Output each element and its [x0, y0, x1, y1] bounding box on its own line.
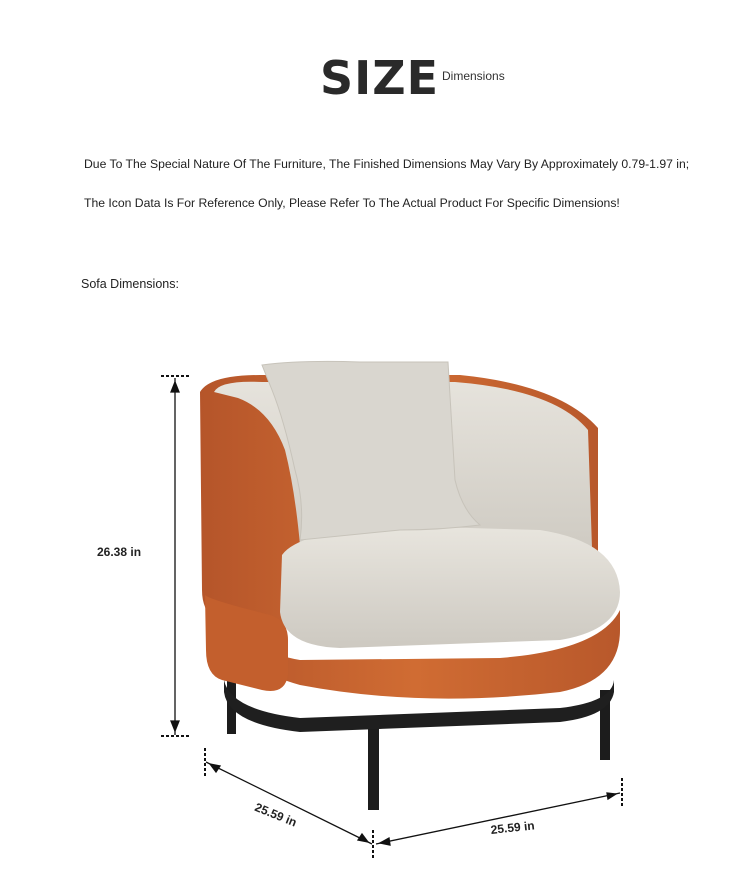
- sofa-dimension-figure: [0, 330, 750, 889]
- page-title: SIZE: [320, 51, 440, 105]
- depth-dimension-label: 25.59 in: [252, 800, 299, 830]
- width-dimension-label: 25.59 in: [490, 818, 536, 837]
- page-subtitle: Dimensions: [442, 69, 505, 83]
- disclaimer-line-2: The Icon Data Is For Reference Only, Please Refer To The Actual Product For Specific Dimensions!: [84, 196, 620, 210]
- disclaimer-line-1: Due To The Special Nature Of The Furniture, The Finished Dimensions May Vary By Approximately 0.79-1.97 in;: [84, 157, 690, 171]
- dimension-lines: [0, 330, 750, 889]
- page-header: [0, 52, 750, 112]
- sofa-dimensions-label: Sofa Dimensions:: [81, 277, 179, 291]
- height-dimension-label: 26.38 in: [97, 545, 142, 559]
